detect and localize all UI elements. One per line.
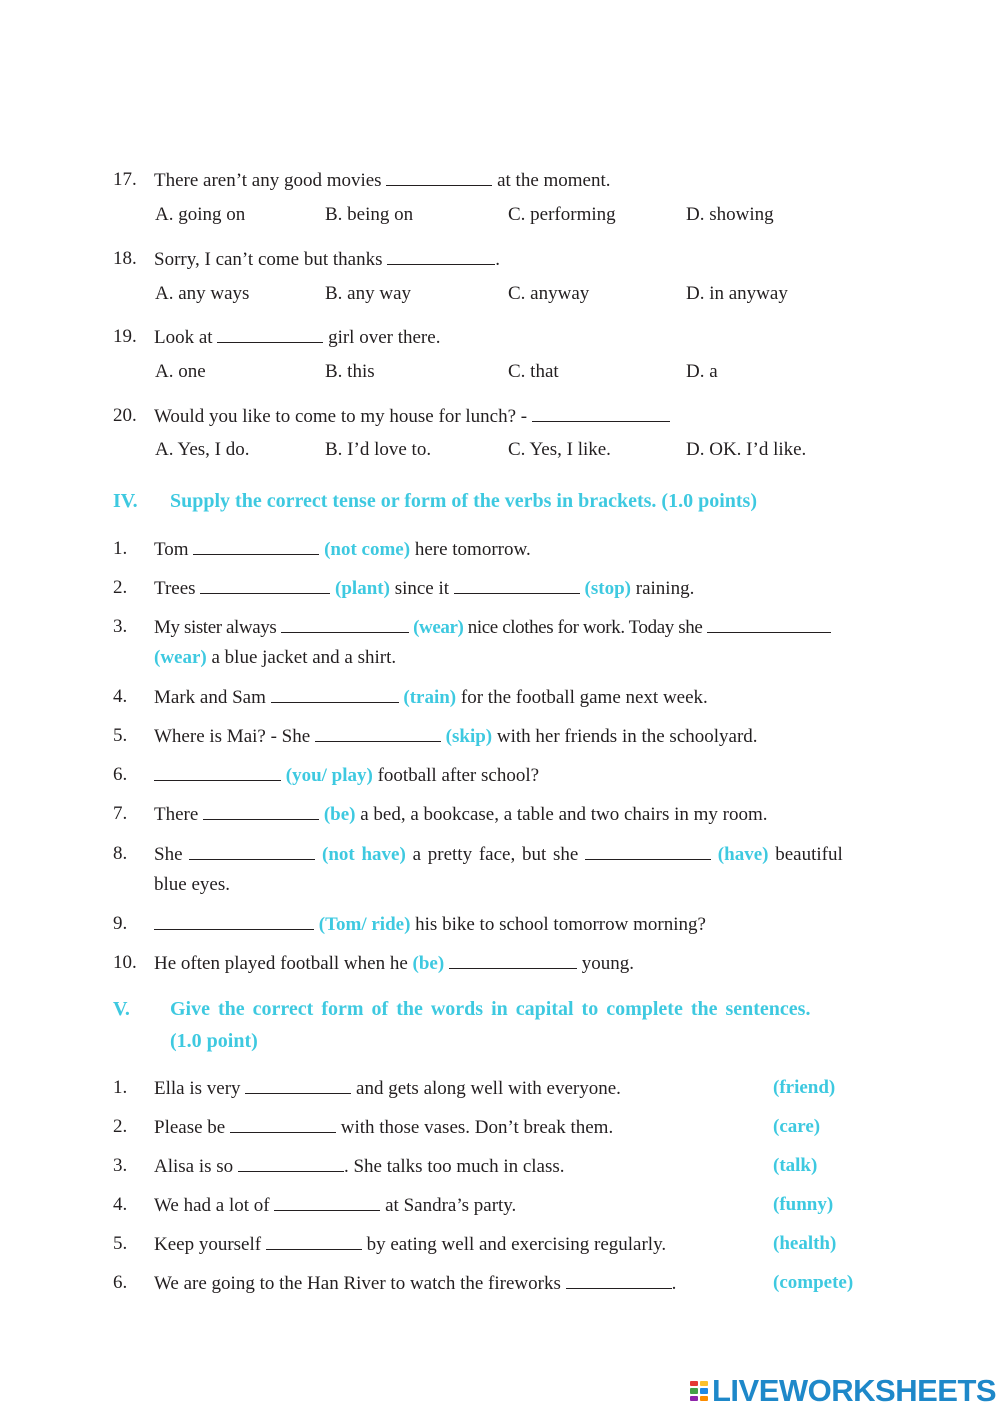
item-text: He often played football when he (154, 953, 408, 974)
item-text: . (671, 1273, 677, 1294)
option-d[interactable]: D. in anyway (686, 283, 788, 304)
answer-blank[interactable] (230, 1115, 336, 1133)
item-text: with her friends in the schoolyard. (496, 726, 758, 747)
logo-text: LIVEWORKSHEETS (712, 1373, 997, 1408)
item-number: 6. (113, 1272, 128, 1293)
answer-blank[interactable] (266, 1232, 362, 1250)
verb-hint: (not have) (322, 844, 406, 865)
item-text: My sister always (154, 617, 277, 638)
item-number: 3. (113, 616, 128, 637)
item-number: 2. (113, 1116, 128, 1137)
item-text: Tom (154, 539, 189, 560)
item-number: 8. (113, 843, 128, 864)
option-b[interactable]: B. I’d love to. (325, 439, 432, 460)
question-text-end: at the moment. (497, 170, 611, 191)
answer-blank[interactable] (566, 1271, 672, 1289)
answer-blank[interactable] (386, 168, 492, 186)
word-hint: (compete) (773, 1272, 854, 1293)
item-number: 1. (113, 538, 128, 559)
logo-cell (700, 1396, 708, 1401)
item-number: 3. (113, 1155, 128, 1176)
question-number: 18. (113, 248, 137, 269)
option-b[interactable]: B. any way (325, 283, 412, 304)
question-text: Sorry, I can’t come but thanks (154, 249, 383, 270)
answer-blank[interactable] (315, 724, 441, 742)
answer-blank[interactable] (245, 1076, 351, 1094)
item-text: beautiful (775, 844, 843, 865)
question-text: There aren’t any good movies (154, 170, 382, 191)
option-a[interactable]: A. any ways (155, 283, 250, 304)
answer-blank[interactable] (238, 1154, 344, 1172)
question-number: 17. (113, 169, 137, 190)
section-title: Supply the correct tense or form of the verbs in brackets. (1.0 points) (170, 490, 757, 512)
answer-blank[interactable] (707, 615, 831, 633)
answer-blank[interactable] (274, 1193, 380, 1211)
item-text: his bike to school tomorrow morning? (415, 914, 706, 935)
item-text: Keep yourself (154, 1234, 262, 1255)
option-c[interactable]: C. anyway (508, 283, 590, 304)
answer-blank[interactable] (154, 912, 314, 930)
question-text-end: . (495, 249, 500, 270)
answer-blank[interactable] (271, 685, 399, 703)
answer-blank[interactable] (217, 325, 323, 343)
item-text: There (154, 804, 199, 825)
section-number: V. (113, 998, 130, 1020)
section-points: (1.0 point) (170, 1030, 258, 1052)
logo-cell (690, 1381, 698, 1386)
item-number: 5. (113, 725, 128, 746)
logo-icon (690, 1381, 708, 1401)
logo-cell (700, 1381, 708, 1386)
item-number: 4. (113, 686, 128, 707)
option-b[interactable]: B. this (325, 361, 375, 382)
item-text: a blue jacket and a shirt. (211, 647, 397, 668)
item-text: a pretty face, but she (412, 844, 579, 865)
logo-cell (690, 1388, 698, 1393)
verb-hint: (train) (403, 687, 457, 708)
item-number: 4. (113, 1194, 128, 1215)
option-d[interactable]: D. OK. I’d like. (686, 439, 807, 460)
word-hint: (funny) (773, 1194, 834, 1215)
option-a[interactable]: A. going on (155, 204, 246, 225)
verb-hint: (have) (717, 844, 769, 865)
item-text: by eating well and exercising regularly. (366, 1234, 667, 1255)
item-text: . She talks too much in class. (343, 1156, 565, 1177)
item-text: with those vases. Don’t break them. (340, 1117, 614, 1138)
item-text: Mark and Sam (154, 687, 266, 708)
question-number: 20. (113, 405, 137, 426)
item-number: 7. (113, 803, 128, 824)
item-text: Ella is very (154, 1078, 241, 1099)
item-text: Please be (154, 1117, 226, 1138)
item-text: raining. (635, 578, 695, 599)
option-b[interactable]: B. being on (325, 204, 414, 225)
item-text: Trees (154, 578, 196, 599)
option-c[interactable]: C. Yes, I like. (508, 439, 611, 460)
answer-blank[interactable] (585, 842, 711, 860)
item-number: 1. (113, 1077, 128, 1098)
item-text: Where is Mai? - She (154, 726, 311, 747)
item-text: young. (581, 953, 634, 974)
item-text: for the football game next week. (460, 687, 708, 708)
verb-hint: (be) (323, 804, 356, 825)
item-text: We are going to the Han River to watch the fireworks (154, 1273, 561, 1294)
verb-hint: (stop) (584, 578, 631, 599)
item-text: She (154, 844, 183, 865)
item-text: a bed, a bookcase, a table and two chairs in my room. (360, 804, 768, 825)
section-number: IV. (113, 490, 138, 512)
word-hint: (care) (773, 1116, 821, 1137)
section-title: Give the correct form of the words in capital to complete the sentences. (170, 998, 811, 1020)
verb-hint: (wear) (413, 617, 464, 638)
item-text: football after school? (377, 765, 540, 786)
answer-blank[interactable] (532, 404, 670, 422)
logo-cell (690, 1396, 698, 1401)
answer-blank[interactable] (454, 576, 580, 594)
question-text-end: girl over there. (328, 327, 441, 348)
item-text: nice clothes for work. Today she (467, 617, 703, 638)
option-a[interactable]: A. one (155, 361, 206, 382)
item-text: and gets along well with everyone. (356, 1078, 621, 1099)
verb-hint: (plant) (335, 578, 390, 599)
item-number: 2. (113, 577, 128, 598)
item-text: since it (394, 578, 450, 599)
verb-hint: (you/ play) (285, 765, 373, 786)
item-text: here tomorrow. (414, 539, 531, 560)
option-a[interactable]: A. Yes, I do. (155, 439, 250, 460)
logo-cell (700, 1388, 708, 1393)
item-text: blue eyes. (154, 874, 230, 895)
answer-blank[interactable] (387, 247, 495, 265)
verb-hint: (Tom/ ride) (318, 914, 411, 935)
answer-blank[interactable] (154, 763, 281, 781)
option-d[interactable]: D. a (686, 361, 718, 382)
verb-hint: (skip) (445, 726, 493, 747)
item-number: 6. (113, 764, 128, 785)
item-text: at Sandra’s party. (385, 1195, 517, 1216)
word-hint: (friend) (773, 1077, 836, 1098)
verb-hint: (wear) (154, 647, 207, 668)
item-number: 5. (113, 1233, 128, 1254)
option-d[interactable]: D. showing (686, 204, 774, 225)
verb-hint: (not come) (324, 539, 411, 560)
item-number: 10. (113, 952, 137, 973)
answer-blank[interactable] (281, 615, 409, 633)
question-text: Look at (154, 327, 213, 348)
option-c[interactable]: C. performing (508, 204, 616, 225)
question-text: Would you like to come to my house for lunch? - (154, 406, 528, 427)
option-c[interactable]: C. that (508, 361, 559, 382)
item-text: We had a lot of (154, 1195, 270, 1216)
question-number: 19. (113, 326, 137, 347)
answer-blank[interactable] (189, 842, 315, 860)
verb-hint: (be) (412, 953, 445, 974)
answer-blank[interactable] (193, 537, 319, 555)
liveworksheets-logo (690, 1374, 996, 1408)
answer-blank[interactable] (449, 951, 577, 969)
answer-blank[interactable] (200, 576, 330, 594)
word-hint: (health) (773, 1233, 837, 1254)
word-hint: (talk) (773, 1155, 818, 1176)
item-number: 9. (113, 913, 128, 934)
item-text: Alisa is so (154, 1156, 234, 1177)
answer-blank[interactable] (203, 802, 319, 820)
